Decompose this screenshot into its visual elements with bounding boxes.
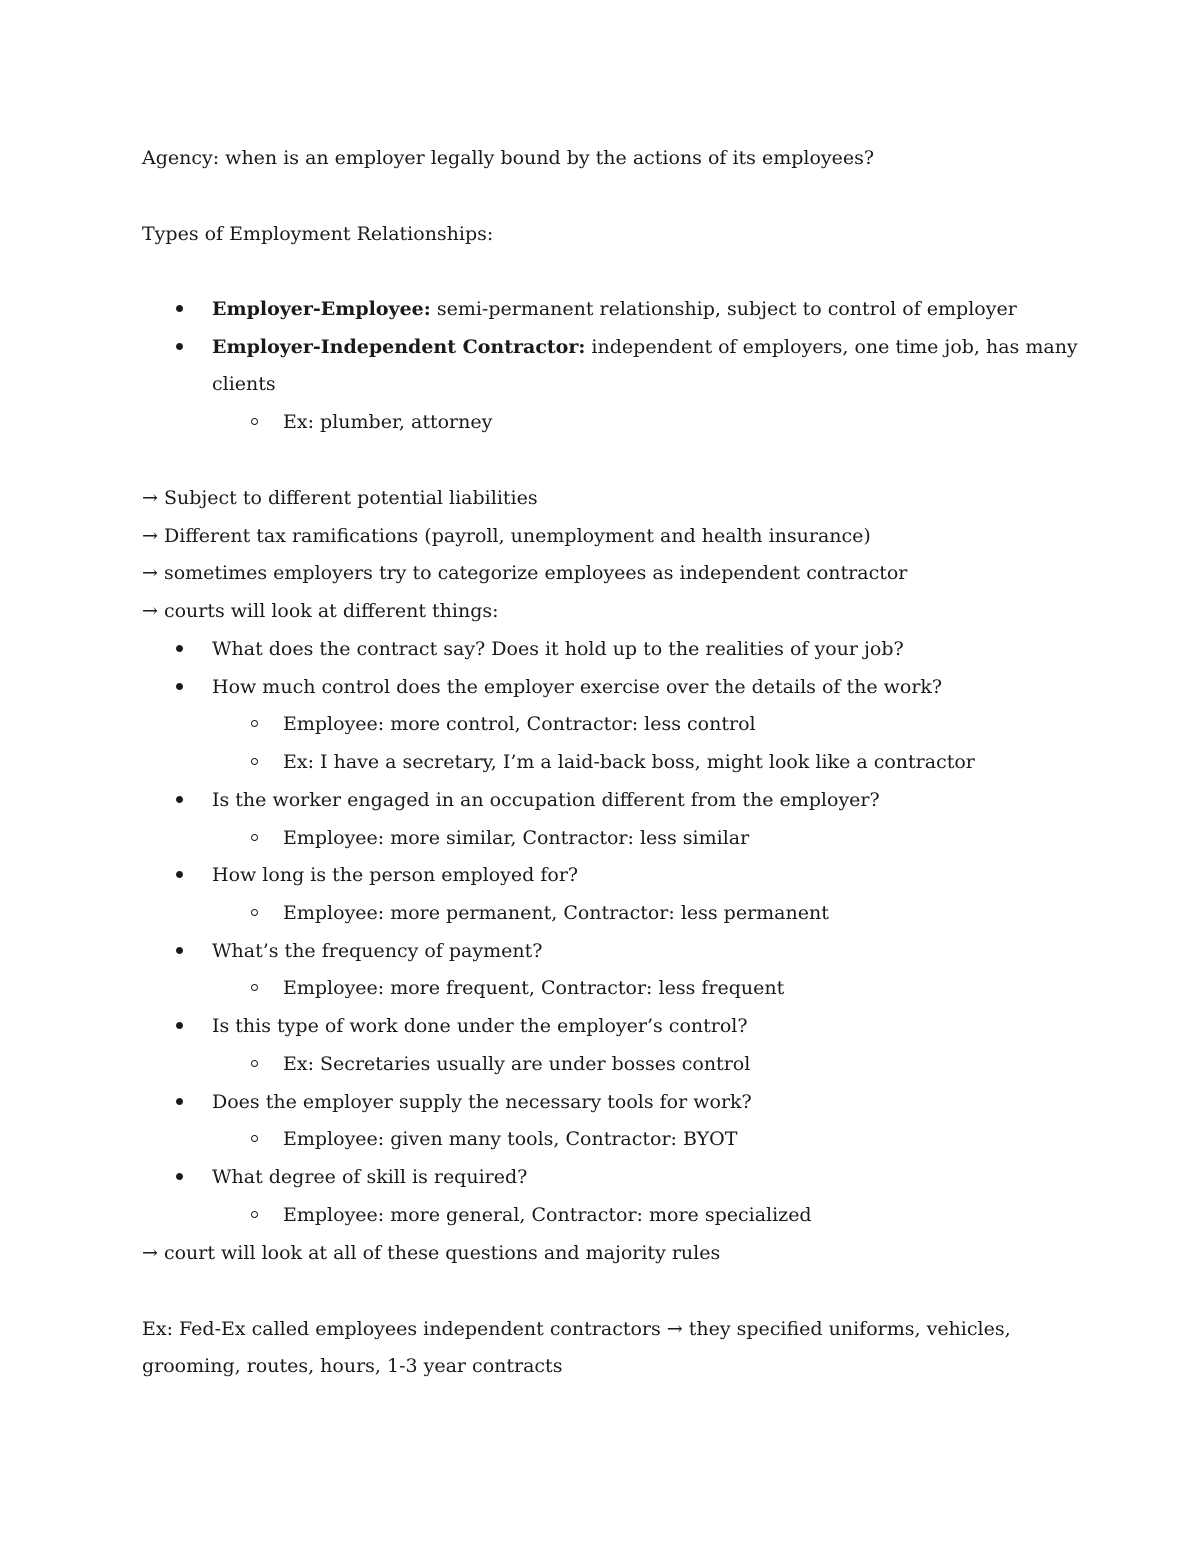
bullet-icon (176, 1173, 183, 1180)
factor-item: What does the contract say? Does it hold up to the realities of your job? (212, 638, 904, 660)
circle-bullet-icon (251, 909, 258, 916)
term: Ex: (283, 751, 314, 773)
list-item (212, 335, 1078, 359)
bullet-icon (176, 683, 183, 690)
bullet-icon (176, 947, 183, 954)
factor-item: What degree of skill is required? (212, 1166, 528, 1188)
circle-bullet-icon (251, 984, 258, 991)
term: Employer-Employee: (212, 298, 431, 320)
factor-sub-item: Employee: more permanent, Contractor: less permanent (283, 902, 829, 924)
factor-sub-item: Employee: more control, Contractor: less control (283, 713, 756, 735)
example-paragraph (142, 1317, 1011, 1341)
bullet-icon (176, 343, 183, 350)
circle-bullet-icon (251, 1135, 258, 1142)
factor-item: How much control does the employer exercise over the details of the work? (212, 676, 943, 698)
factor-item: What’s the frequency of payment? (212, 940, 543, 962)
term: Ex: (283, 411, 314, 433)
factor-item: How long is the person employed for? (212, 864, 579, 886)
arrow-line: → courts will look at different things: (142, 600, 499, 622)
bullet-icon (176, 796, 183, 803)
circle-bullet-icon (251, 418, 258, 425)
term: Ex: (142, 1318, 173, 1340)
description: independent of employers, one time job, has many (585, 336, 1078, 358)
factor-sub-item: Employee: given many tools, Contractor: BYOT (283, 1128, 738, 1150)
arrow-line: → Subject to different potential liabilities (142, 487, 538, 509)
factor-item: Does the employer supply the necessary tools for work? (212, 1091, 752, 1113)
description: Fed-Ex called employees independent contractors → they specified uniforms, vehicles, (173, 1318, 1011, 1340)
example-continuation: grooming, routes, hours, 1-3 year contracts (142, 1355, 563, 1377)
factor-item: Is the worker engaged in an occupation different from the employer? (212, 789, 880, 811)
factor-sub-item: Employee: more frequent, Contractor: less frequent (283, 977, 785, 999)
factor-sub-item: Employee: more general, Contractor: more specialized (283, 1204, 812, 1226)
types-heading: Types of Employment Relationships: (142, 223, 494, 245)
list-item (212, 297, 1017, 321)
circle-bullet-icon (251, 1060, 258, 1067)
bullet-icon (176, 1098, 183, 1105)
circle-bullet-icon (251, 720, 258, 727)
arrow-line: → Different tax ramifications (payroll, unemployment and health insurance) (142, 525, 871, 547)
factor-sub-item: Employee: more similar, Contractor: less similar (283, 827, 750, 849)
page-heading: Agency: when is an employer legally bound by the actions of its employees? (142, 147, 875, 169)
description: Secretaries usually are under bosses control (314, 1053, 751, 1075)
term: Employer-Independent Contractor: (212, 336, 586, 358)
sub-list-item (283, 410, 492, 434)
description: I have a secretary, I’m a laid-back boss, might look like a contractor (314, 751, 975, 773)
circle-bullet-icon (251, 1211, 258, 1218)
factor-sub-item (283, 750, 975, 774)
circle-bullet-icon (251, 758, 258, 765)
circle-bullet-icon (251, 834, 258, 841)
term: Ex: (283, 1053, 314, 1075)
bullet-icon (176, 645, 183, 652)
description: plumber, attorney (314, 411, 493, 433)
bullet-icon (176, 305, 183, 312)
factor-item: Is this type of work done under the employer’s control? (212, 1015, 748, 1037)
list-item-continuation: clients (212, 373, 276, 395)
description: semi-permanent relationship, subject to control of employer (430, 298, 1017, 320)
bullet-icon (176, 1022, 183, 1029)
arrow-line: → sometimes employers try to categorize employees as independent contractor (142, 562, 908, 584)
conclusion-line: → court will look at all of these questions and majority rules (142, 1242, 721, 1264)
bullet-icon (176, 871, 183, 878)
factor-sub-item (283, 1052, 750, 1076)
